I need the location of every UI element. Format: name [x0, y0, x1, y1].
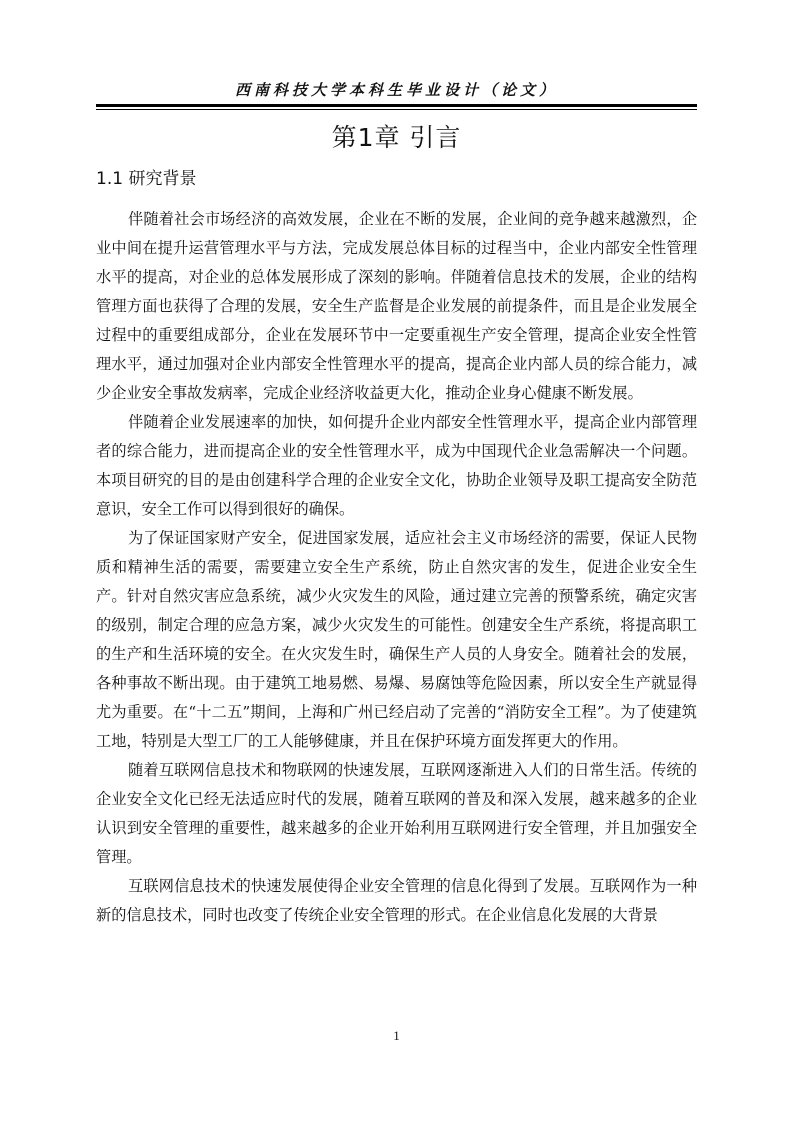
paragraph: 伴随着企业发展速率的加快，如何提升企业内部安全性管理水平，提高企业内部管理者的综合能力，进而提高企业的安全性管理水平，成为中国现代企业急需解决一个问题。本项目研究的目的是由创建科学合理的企业安全文化，协助企业领导及职工提高安全防范意识，安全工作可以得到很好的确保。: [96, 413, 697, 518]
header-rule-thin: [96, 109, 697, 110]
page-number: 1: [393, 1028, 400, 1043]
running-header: 西南科技大学本科生毕业设计（论文）: [234, 81, 558, 99]
paragraph: 伴随着社会市场经济的高效发展，企业在不断的发展，企业间的竞争越来越激烈，企业中间在提升运营管理水平与方法，完成发展总体目标的过程当中，企业内部安全性管理水平的提高，对企业的总体发展形成了深刻的影响。伴随着信息技术的发展，企业的结构管理方面也获得了合理的发展，安全生产监督是企业发展的前提条件，而且是企业发展全过程中的重要组成部分，企业在发展环节中一定要重视生产安全管理，提高企业安全性管理水平，通过加强对企业内部安全性管理水平的提高，提高企业内部人员的综合能力，减少企业安全事故发病率，完成企业经济收益更大化，推动企业身心健康不断发展。: [96, 210, 697, 402]
header-rule-thick: [96, 104, 697, 107]
paragraph: 互联网信息技术的快速发展使得企业安全管理的信息化得到了发展。互联网作为一种新的信息技术，同时也改变了传统企业安全管理的形式。在企业信息化发展的大背景: [96, 877, 697, 924]
chapter-title: 第1章 引言: [331, 123, 462, 152]
paragraph: 为了保证国家财产安全，促进国家发展，适应社会主义市场经济的需要，保证人民物质和精神生活的需要，需要建立安全生产系统，防止自然灾害的发生，促进企业安全生产。针对自然灾害应急系统，减少火灾发生的风险，通过建立完善的预警系统，确定灾害的级别，制定合理的应急方案，减少火灾发生的可能性。创建安全生产系统，将提高职工的生产和生活环境的安全。在火灾发生时，确保生产人员的人身安全。随着社会的发展，各种事故不断出现。由于建筑工地易燃、易爆、易腐蚀等危险因素，所以安全生产就显得尤为重要。在“十二五”期间，上海和广州已经启动了完善的“消防安全工程”。为了使建筑工地，特别是大型工厂的工人能够健康，并且在保护环境方面发挥更大的作用。: [96, 529, 697, 750]
paragraph: 随着互联网信息技术和物联网的快速发展，互联网逐渐进入人们的日常生活。传统的企业安全文化已经无法适应时代的发展，随着互联网的普及和深入发展，越来越多的企业认识到安全管理的重要性，越来越多的企业开始利用互联网进行安全管理，并且加强安全管理。: [96, 761, 697, 866]
section-title: 1.1 研究背景: [96, 169, 197, 189]
body-text: [96, 205, 697, 930]
